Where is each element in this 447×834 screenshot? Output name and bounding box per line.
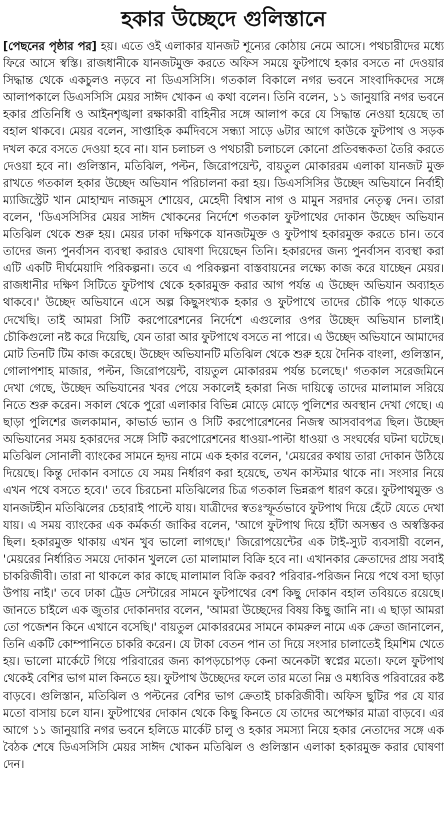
- news-article: [3, 2, 444, 832]
- article-body-text: হয়। এতে ওই এলাকার যানজট শূন্যের কোঠায় নেমে আসে। পথচারীদের মধ্যে ফিরে আসে স্বস্তি। রাজধানীকে যানজটমুক্ত করতে অফিস সময়ে ফুটপাথে হকার বসতে না দেওয়ার সিদ্ধান্ত থেকে একচুলও নড়বে না ডিএসসিসি। গতকাল বিকালে নগর ভবনে সাংবাদিকদের সঙ্গে আলাপকালে ডিএসসিসি মেয়র সাঈদ খোকন এ কথা বলেন। তিনি বলেন, ১১ জানুয়ারি নগর ভবনে হকার প্রতিনিধি ও আইনশৃঙ্খলা রক্ষাকারী বাহিনীর সঙ্গে আলাপ করে যে সিদ্ধান্ত নেওয়া হয়েছে তা বহাল থাকবে। মেয়র বলেন, সাপ্তাহিক কর্মদিবসে সন্ধ্যা সাড়ে ৬টার আগে কাউকে ফুটপাথ ও সড়ক দখল করে বসতে দেওয়া হবে না। যান চলাচল ও পথচারী চলাচলে কোনো প্রতিবন্ধকতা তৈরি করতে দেওয়া হবে না। গুলিস্তান, মতিঝিল, পল্টন, জিরোপয়েন্ট, বায়তুল মোকাররম এলাকা যানজট মুক্ত রাখতে গতকাল হকার উচ্ছেদ অভিযান পরিচালনা করা হয়। ডিএসসিসির উচ্ছেদ অভিযানে নির্বাহী ম্যাজিস্ট্রেট খান মোহাম্মদ নাজমুস শোয়েব, মেহেদী বিশ্বাস নাগ ও মামুন সরদার নেতৃত্ব দেন। তারা বলেন, 'ডিএসসিসির মেয়র সাঈদ খোকনের নির্দেশে গতকাল ফুটপাথের দোকান উচ্ছেদ অভিযান মতিঝিল থেকে শুরু হয়। মেয়র ঢাকা দক্ষিণকে যানজটমুক্ত ও ফুটপাথ হকারমুক্ত করতে চান। তবে তাদের জন্য পুনর্বাসন ব্যবস্থা করারও ঘোষণা দিয়েছেন তিনি। হকারদের জন্য পুনর্বাসন ব্যবস্থা করা এটি একটি দীর্ঘমেয়াদি পরিকল্পনা। তবে এ পরিকল্পনা বাস্তবায়নের লক্ষ্যে কাজ করে যাচ্ছেন মেয়র। রাজধানীর দক্ষিণ সিটিতে ফুটপাথ থেকে হকারমুক্ত করার আগ পর্যন্ত এ উচ্ছেদ অভিযান অব্যাহত থাকবে।' উচ্ছেদ অভিযানে এসে অল্প কিছুসংখ্যক হকার ও ফুটপাথে তাদের চৌকি পড়ে থাকতে দেখেছি। তাই আমরা সিটি করপোরেশনের নির্দেশে এগুলোর ওপর উচ্ছেদ অভিযান চালাই। চৌকিগুলো নষ্ট করে দিয়েছি, যেন তারা আর ফুটপাথে বসতে না পারে। এ উচ্ছেদ অভিযানে আমাদের মোট তিনটি টিম কাজ করেছে। উচ্ছেদ অভিযানটি মতিঝিল থেকে শুরু হয়ে দৈনিক বাংলা, গুলিস্তান, গোলাপশাহ মাজার, পল্টন, জিরোপয়েন্ট, বায়তুল মোকাররম পর্যন্ত চলেছে।' গতকাল সরেজমিনে দেখা গেছে, উচ্ছেদ অভিযানের খবর পেয়ে সকালেই হকারা নিজ দায়িত্বে তাদের মালামাল সরিয়ে নিতে শুরু করেন। সকাল থেকে পুরো এলাকার বিভিন্ন মোড়ে মোড়ে পুলিশের অবস্থান দেখা গেছে। এ ছাড়া পুলিশের জলকামান, কাভার্ড ভ্যান ও সিটি করপোরেশনের নিজস্ব আসবাবপত্র ছিল। উচ্ছেদ অভিযানের সময় হকারদের সঙ্গে সিটি করপোরেশনের ধাওয়া-পাল্টা ধাওয়া ও সংঘর্ষের ঘটনা ঘটেছে। মতিঝিল সোনালী ব্যাংকের সামনে হৃদয় নামে এক হকার বলেন, 'মেয়রের কথায় তারা দোকান উঠিয়ে দিয়েছে। কিন্তু দোকান বসাতে যে সময় নির্ধারণ করা হয়েছে, তখন কাস্টমার থাকে না। সংসার নিয়ে এখন পথে বসতে হবে।' তবে চিরচেনা মতিঝিলের চিত্র গতকাল ভিন্নরূপ ধারণ করে। ফুটপাথমুক্ত ও যানজটহীন মতিঝিলের চেহারাই পাল্টে যায়। যাত্রীদের স্বতঃস্ফূর্তভাবে ফুটপাথ দিয়ে হেঁটে যেতে দেখা যায়। এ সময় ব্যাংকের এক কর্মকর্তা জাকির বলেন, 'আগে ফুটপাথ দিয়ে হাঁটা অসম্ভব ও অস্বস্তিকর ছিল। হকারমুক্ত থাকায় এখন খুব ভালো লাগছে।' জিরোপয়েন্টের এক টাই-স্যুট ব্যবসায়ী বলেন, 'মেয়রের নির্ধারিত সময়ে দোকান খুললে তো মালামাল বিক্রি হবে না। এখানকার ক্রেতাদের প্রায় সবাই চাকরিজীবী। তারা না থাকলে কার কাছে মালামাল বিক্রি করব? পরিবার-পরিজন নিয়ে পথে বসা ছাড়া উপায় নাই।' তবে ঢাকা ট্রেড সেন্টারের সামনে ফুটপাথের বেশ কিছু দোকান বহাল তবিয়তে রয়েছে। জানতে চাইলে এক জুতার দোকানদার বলেন, 'আমরা উচ্ছেদের বিষয় কিছু জানি না। এ ছাড়া আমরা তো পজেশন কিনে এখানে বসেছি।' বায়তুল মোকাররমের সামনে কামরুল নামে এক ক্রেতা জানালেন, তিনি একটি কোম্পানিতে চাকরি করেন। যে টাকা বেতন পান তা দিয়ে সংসার চালাতেই হিমশিম খেতে হয়। ভালো মার্কেটে গিয়ে পরিবারের জন্য কাপড়চোপড় কেনা অনেকটা স্বপ্নের মতো। ফলে ফুটপাথ থেকেই বেশির ভাগ মাল কিনতে হয়। ফুটপাথ উচ্ছেদের ফলে তার মতো নিম্ন ও মধ্যবিত্ত পরিবারের কষ্ট বাড়বে। গুলিস্তান, মতিঝিল ও পল্টনের বেশির ভাগ ক্রেতাই চাকরিজীবী। অফিস ছুটির পর যে যার মতো বাসায় চলে যান। ফুটপাথের দোকান থেকে কিছু কিনতে যে তাদের অপেক্ষার মাত্রা বাড়বে। এর আগে ১১ জানুয়ারি নগর ভবনে হলিডে মার্কেট চালু ও হকার সমস্যা নিয়ে হকার নেতাদের সঙ্গে এক বৈঠক শেষে ডিএসসিসি মেয়র সাঈদ খোকন মতিঝিল ও গুলিস্তান এলাকা হকারমুক্ত করার ঘোষণা দেন।: [3, 40, 444, 771]
- article-body: [3, 38, 444, 773]
- article-headline: হকার উচ্ছেদে গুলিস্তানে: [121, 7, 326, 31]
- continued-from-label: [পেছনের পৃষ্ঠার পর]: [3, 40, 97, 53]
